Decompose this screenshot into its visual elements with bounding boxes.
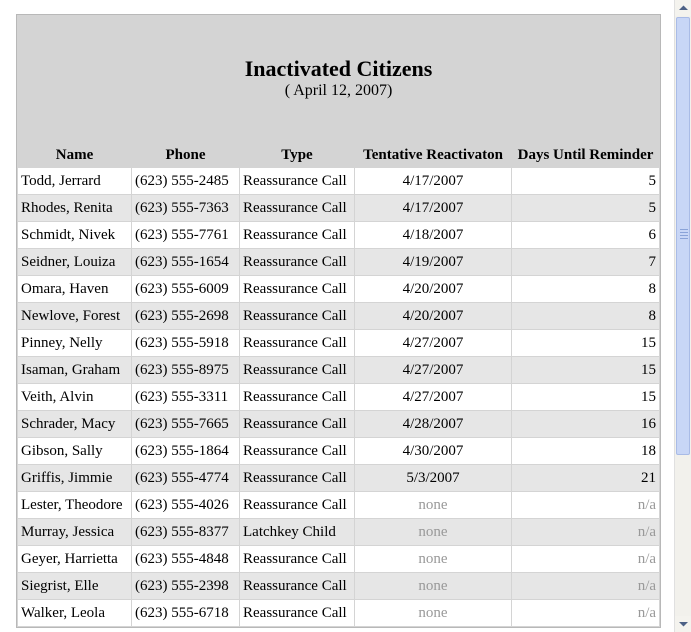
- cell-days: 18: [512, 438, 659, 464]
- cell-reactivation: 4/17/2007: [355, 168, 511, 194]
- cell-reactivation: 4/19/2007: [355, 249, 511, 275]
- column-header-days: Days Until Reminder: [512, 143, 659, 167]
- cell-reactivation: none: [355, 546, 511, 572]
- report-title: Inactivated Citizens: [244, 56, 433, 81]
- cell-type: Reassurance Call: [240, 330, 354, 356]
- cell-days: 15: [512, 357, 659, 383]
- cell-phone: (623) 555-6009: [132, 276, 239, 302]
- column-header-type: Type: [240, 143, 354, 167]
- cell-name: Rhodes, Renita: [18, 195, 131, 221]
- cell-name: Pinney, Nelly: [18, 330, 131, 356]
- cell-reactivation: 4/17/2007: [355, 195, 511, 221]
- cell-name: Walker, Leola: [18, 600, 131, 626]
- column-header-reactivation: Tentative Reactivaton: [355, 143, 511, 167]
- cell-name: Veith, Alvin: [18, 384, 131, 410]
- cell-type: Reassurance Call: [240, 384, 354, 410]
- cell-type: Reassurance Call: [240, 357, 354, 383]
- cell-reactivation: none: [355, 519, 511, 545]
- table-row: [18, 195, 659, 221]
- cell-phone: (623) 555-7363: [132, 195, 239, 221]
- cell-phone: (623) 555-6718: [132, 600, 239, 626]
- cell-type: Latchkey Child: [240, 519, 354, 545]
- cell-type: Reassurance Call: [240, 573, 354, 599]
- table-row: [18, 438, 659, 464]
- cell-days: n/a: [512, 546, 659, 572]
- vertical-scrollbar[interactable]: [674, 0, 691, 632]
- cell-phone: (623) 555-2698: [132, 303, 239, 329]
- cell-type: Reassurance Call: [240, 222, 354, 248]
- column-header-name: Name: [18, 143, 131, 167]
- cell-phone: (623) 555-7761: [132, 222, 239, 248]
- table-row: [18, 519, 659, 545]
- cell-name: Omara, Haven: [18, 276, 131, 302]
- scroll-down-button[interactable]: [675, 616, 691, 632]
- cell-type: Reassurance Call: [240, 168, 354, 194]
- cell-reactivation: 4/27/2007: [355, 357, 511, 383]
- cell-days: 6: [512, 222, 659, 248]
- cell-phone: (623) 555-8377: [132, 519, 239, 545]
- inactivated-citizens-table: [16, 14, 661, 628]
- cell-type: Reassurance Call: [240, 465, 354, 491]
- cell-type: Reassurance Call: [240, 492, 354, 518]
- cell-name: Siegrist, Elle: [18, 573, 131, 599]
- cell-phone: (623) 555-4774: [132, 465, 239, 491]
- cell-type: Reassurance Call: [240, 438, 354, 464]
- cell-type: Reassurance Call: [240, 276, 354, 302]
- cell-days: 8: [512, 303, 659, 329]
- cell-phone: (623) 555-1864: [132, 438, 239, 464]
- scroll-up-button[interactable]: [675, 0, 691, 16]
- cell-reactivation: 5/3/2007: [355, 465, 511, 491]
- arrow-up-icon: [679, 5, 688, 11]
- cell-days: n/a: [512, 492, 659, 518]
- cell-days: 16: [512, 411, 659, 437]
- table-row: [18, 546, 659, 572]
- cell-name: Newlove, Forest: [18, 303, 131, 329]
- table-row: [18, 249, 659, 275]
- thumb-grip: [680, 232, 688, 233]
- column-header-row: [18, 143, 659, 167]
- cell-name: Seidner, Louiza: [18, 249, 131, 275]
- cell-days: 5: [512, 195, 659, 221]
- cell-phone: (623) 555-2398: [132, 573, 239, 599]
- cell-phone: (623) 555-7665: [132, 411, 239, 437]
- cell-reactivation: none: [355, 492, 511, 518]
- cell-days: n/a: [512, 573, 659, 599]
- arrow-down-icon: [679, 621, 688, 627]
- cell-name: Isaman, Graham: [18, 357, 131, 383]
- cell-reactivation: none: [355, 573, 511, 599]
- table-row: [18, 384, 659, 410]
- scrollbar-thumb[interactable]: [676, 17, 690, 455]
- table-row: [18, 573, 659, 599]
- cell-name: Schrader, Macy: [18, 411, 131, 437]
- cell-phone: (623) 555-2485: [132, 168, 239, 194]
- cell-phone: (623) 555-4026: [132, 492, 239, 518]
- table-row: [18, 492, 659, 518]
- cell-phone: (623) 555-1654: [132, 249, 239, 275]
- cell-phone: (623) 555-3311: [132, 384, 239, 410]
- table-row: [18, 168, 659, 194]
- thumb-grip: [680, 235, 688, 236]
- table-row: [18, 411, 659, 437]
- table-row: [18, 276, 659, 302]
- cell-reactivation: 4/30/2007: [355, 438, 511, 464]
- thumb-grip: [680, 238, 688, 239]
- cell-days: 5: [512, 168, 659, 194]
- cell-reactivation: 4/20/2007: [355, 276, 511, 302]
- cell-type: Reassurance Call: [240, 600, 354, 626]
- cell-name: Todd, Jerrard: [18, 168, 131, 194]
- cell-days: 8: [512, 276, 659, 302]
- cell-days: 7: [512, 249, 659, 275]
- report-date: ( April 12, 2007): [284, 82, 393, 99]
- cell-days: 21: [512, 465, 659, 491]
- cell-reactivation: 4/27/2007: [355, 384, 511, 410]
- cell-days: 15: [512, 330, 659, 356]
- cell-name: Griffis, Jimmie: [18, 465, 131, 491]
- cell-name: Lester, Theodore: [18, 492, 131, 518]
- cell-type: Reassurance Call: [240, 249, 354, 275]
- cell-name: Murray, Jessica: [18, 519, 131, 545]
- cell-reactivation: 4/20/2007: [355, 303, 511, 329]
- cell-reactivation: 4/28/2007: [355, 411, 511, 437]
- cell-type: Reassurance Call: [240, 303, 354, 329]
- table-row: [18, 330, 659, 356]
- report-heading: [18, 16, 659, 142]
- cell-days: 15: [512, 384, 659, 410]
- cell-type: Reassurance Call: [240, 411, 354, 437]
- thumb-grip: [680, 229, 688, 230]
- column-header-phone: Phone: [132, 143, 239, 167]
- cell-reactivation: 4/18/2007: [355, 222, 511, 248]
- cell-phone: (623) 555-5918: [132, 330, 239, 356]
- table-row: [18, 222, 659, 248]
- report-heading-row: [18, 16, 659, 142]
- cell-days: n/a: [512, 600, 659, 626]
- table-row: [18, 600, 659, 626]
- cell-days: n/a: [512, 519, 659, 545]
- table-row: [18, 465, 659, 491]
- cell-type: Reassurance Call: [240, 195, 354, 221]
- table-row: [18, 357, 659, 383]
- cell-phone: (623) 555-8975: [132, 357, 239, 383]
- cell-reactivation: none: [355, 600, 511, 626]
- cell-name: Gibson, Sally: [18, 438, 131, 464]
- table-row: [18, 303, 659, 329]
- cell-name: Geyer, Harrietta: [18, 546, 131, 572]
- cell-reactivation: 4/27/2007: [355, 330, 511, 356]
- cell-phone: (623) 555-4848: [132, 546, 239, 572]
- cell-name: Schmidt, Nivek: [18, 222, 131, 248]
- cell-type: Reassurance Call: [240, 546, 354, 572]
